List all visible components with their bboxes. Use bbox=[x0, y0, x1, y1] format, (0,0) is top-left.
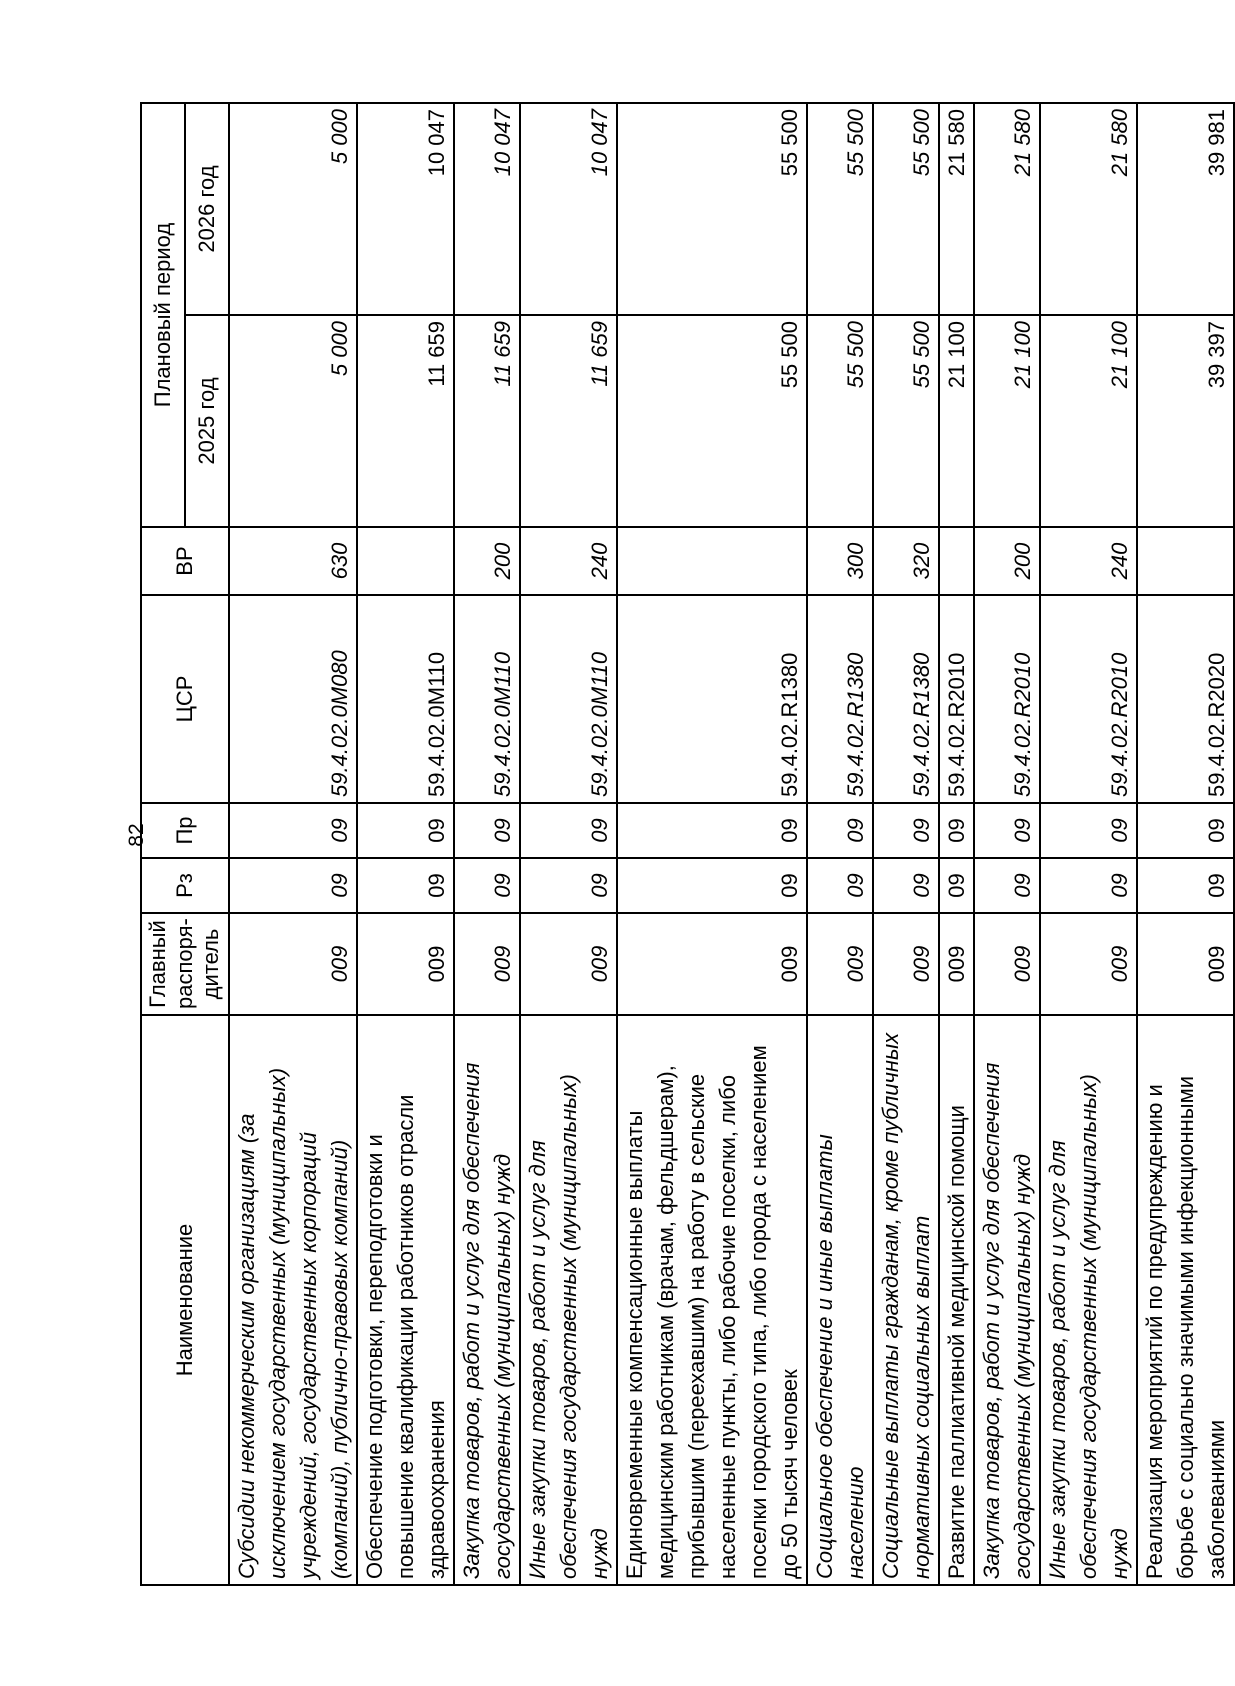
vr-cell: 630 bbox=[229, 527, 357, 595]
main-distributor-cell: 009 bbox=[974, 913, 1040, 1015]
name-cell: Закупка товаров, работ и услуг для обеспечения государственных (муниципальных) нужд bbox=[454, 1015, 520, 1585]
year-2025-value: 55 500 bbox=[617, 315, 807, 527]
rz-cell: 09 bbox=[807, 858, 873, 913]
rz-cell: 09 bbox=[357, 858, 454, 913]
year-2026-value: 55 500 bbox=[617, 103, 807, 315]
year-2025-value: 11 659 bbox=[520, 315, 617, 527]
year-2026-value: 21 580 bbox=[1040, 103, 1137, 315]
table-row bbox=[454, 103, 520, 1585]
vr-cell: 320 bbox=[873, 527, 939, 595]
year-2026-value: 39 981 bbox=[1137, 103, 1234, 315]
year-2026-value: 21 580 bbox=[974, 103, 1040, 315]
table-row bbox=[1137, 103, 1234, 1585]
main-distributor-cell: 009 bbox=[939, 913, 974, 1015]
main-distributor-cell: 009 bbox=[1137, 913, 1234, 1015]
vr-cell bbox=[617, 527, 807, 595]
table-row bbox=[873, 103, 939, 1585]
main-distributor-cell: 009 bbox=[807, 913, 873, 1015]
rz-cell: 09 bbox=[520, 858, 617, 913]
rz-cell: 09 bbox=[1137, 858, 1234, 913]
header-year-2026: 2026 год bbox=[185, 103, 229, 315]
rz-cell: 09 bbox=[873, 858, 939, 913]
csr-cell: 59.4.02.0М110 bbox=[357, 595, 454, 803]
main-distributor-cell: 009 bbox=[357, 913, 454, 1015]
name-cell: Закупка товаров, работ и услуг для обеспечения государственных (муниципальных) нужд bbox=[974, 1015, 1040, 1585]
pr-cell: 09 bbox=[974, 803, 1040, 858]
header-pr: Пр bbox=[141, 803, 229, 858]
header-name: Наименование bbox=[141, 1015, 229, 1585]
vr-cell bbox=[357, 527, 454, 595]
main-distributor-cell: 009 bbox=[1040, 913, 1137, 1015]
csr-cell: 59.4.02.R2010 bbox=[1040, 595, 1137, 803]
rz-cell: 09 bbox=[974, 858, 1040, 913]
vr-cell: 200 bbox=[454, 527, 520, 595]
year-2025-value: 21 100 bbox=[1040, 315, 1137, 527]
main-distributor-cell: 009 bbox=[454, 913, 520, 1015]
name-cell: Социальное обеспечение и иные выплаты населению bbox=[807, 1015, 873, 1585]
csr-cell: 59.4.02.R1380 bbox=[617, 595, 807, 803]
csr-cell: 59.4.02.0М110 bbox=[520, 595, 617, 803]
pr-cell: 09 bbox=[939, 803, 974, 858]
name-cell: Социальные выплаты гражданам, кроме публичных нормативных социальных выплат bbox=[873, 1015, 939, 1585]
csr-cell: 59.4.02.R1380 bbox=[807, 595, 873, 803]
header-main-distributor: Главный распоря-дитель bbox=[141, 913, 229, 1015]
vr-cell: 200 bbox=[974, 527, 1040, 595]
csr-cell: 59.4.02.0М080 bbox=[229, 595, 357, 803]
table-row bbox=[229, 103, 357, 1585]
vr-cell: 240 bbox=[1040, 527, 1137, 595]
table-row bbox=[1040, 103, 1137, 1585]
name-cell: Реализация мероприятий по предупреждению и борьбе с социально значимыми инфекционными заболеваниями bbox=[1137, 1015, 1234, 1585]
year-2026-value: 55 500 bbox=[807, 103, 873, 315]
name-cell: Обеспечение подготовки, переподготовки и повышение квалификации работников отрасли здравоохранения bbox=[357, 1015, 454, 1585]
year-2025-value: 39 397 bbox=[1137, 315, 1234, 527]
year-2025-value: 5 000 bbox=[229, 315, 357, 527]
year-2025-value: 11 659 bbox=[357, 315, 454, 527]
year-2026-value: 10 047 bbox=[454, 103, 520, 315]
rz-cell: 09 bbox=[1040, 858, 1137, 913]
year-2025-value: 55 500 bbox=[873, 315, 939, 527]
vr-cell bbox=[939, 527, 974, 595]
vr-cell: 300 bbox=[807, 527, 873, 595]
name-cell: Иные закупки товаров, работ и услуг для обеспечения государственных (муниципальных) нужд bbox=[520, 1015, 617, 1585]
rz-cell: 09 bbox=[617, 858, 807, 913]
name-cell: Субсидии некоммерческим организациям (за исключением государственных (муниципальных) учреждений, государственных корпораций (компаний), публично-правовых компаний) bbox=[229, 1015, 357, 1585]
pr-cell: 09 bbox=[873, 803, 939, 858]
year-2026-value: 55 500 bbox=[873, 103, 939, 315]
pr-cell: 09 bbox=[229, 803, 357, 858]
table-row bbox=[807, 103, 873, 1585]
pr-cell: 09 bbox=[1137, 803, 1234, 858]
header-vr: ВР bbox=[141, 527, 229, 595]
vr-cell: 240 bbox=[520, 527, 617, 595]
name-cell: Единовременные компенсационные выплаты медицинским работникам (врачам, фельдшерам), прибывшим (переехавшим) на работу в сельские населенные пункты, либо рабочие поселки, либо поселки городского типа, либо города с населением до 50 тысяч человек bbox=[617, 1015, 807, 1585]
rotated-table-wrapper bbox=[140, 104, 1229, 1586]
year-2026-value: 5 000 bbox=[229, 103, 357, 315]
rz-cell: 09 bbox=[454, 858, 520, 913]
year-2025-value: 21 100 bbox=[939, 315, 974, 527]
table-row bbox=[357, 103, 454, 1585]
main-distributor-cell: 009 bbox=[229, 913, 357, 1015]
header-plan-period: Плановый период bbox=[141, 103, 185, 527]
table-row bbox=[939, 103, 974, 1585]
main-distributor-cell: 009 bbox=[617, 913, 807, 1015]
year-2025-value: 21 100 bbox=[974, 315, 1040, 527]
table-row bbox=[617, 103, 807, 1585]
csr-cell: 59.4.02.R2020 bbox=[1137, 595, 1234, 803]
year-2025-value: 11 659 bbox=[454, 315, 520, 527]
main-distributor-cell: 009 bbox=[873, 913, 939, 1015]
pr-cell: 09 bbox=[454, 803, 520, 858]
rz-cell: 09 bbox=[939, 858, 974, 913]
name-cell: Иные закупки товаров, работ и услуг для обеспечения государственных (муниципальных) нужд bbox=[1040, 1015, 1137, 1585]
year-2026-value: 10 047 bbox=[357, 103, 454, 315]
pr-cell: 09 bbox=[1040, 803, 1137, 858]
table-body bbox=[229, 103, 1234, 1585]
header-csr: ЦСР bbox=[141, 595, 229, 803]
name-cell: Развитие паллиативной медицинской помощи bbox=[939, 1015, 974, 1585]
header-year-2025: 2025 год bbox=[185, 315, 229, 527]
csr-cell: 59.4.02.R2010 bbox=[974, 595, 1040, 803]
vr-cell bbox=[1137, 527, 1234, 595]
year-2026-value: 10 047 bbox=[520, 103, 617, 315]
page-number: 82 bbox=[125, 823, 148, 847]
rz-cell: 09 bbox=[229, 858, 357, 913]
pr-cell: 09 bbox=[520, 803, 617, 858]
header-rz: Рз bbox=[141, 858, 229, 913]
table-row bbox=[974, 103, 1040, 1585]
pr-cell: 09 bbox=[357, 803, 454, 858]
budget-table bbox=[140, 102, 1235, 1586]
pr-cell: 09 bbox=[617, 803, 807, 858]
year-2026-value: 21 580 bbox=[939, 103, 974, 315]
csr-cell: 59.4.02.0М110 bbox=[454, 595, 520, 803]
csr-cell: 59.4.02.R2010 bbox=[939, 595, 974, 803]
year-2025-value: 55 500 bbox=[807, 315, 873, 527]
pr-cell: 09 bbox=[807, 803, 873, 858]
table-row bbox=[520, 103, 617, 1585]
main-distributor-cell: 009 bbox=[520, 913, 617, 1015]
csr-cell: 59.4.02.R1380 bbox=[873, 595, 939, 803]
